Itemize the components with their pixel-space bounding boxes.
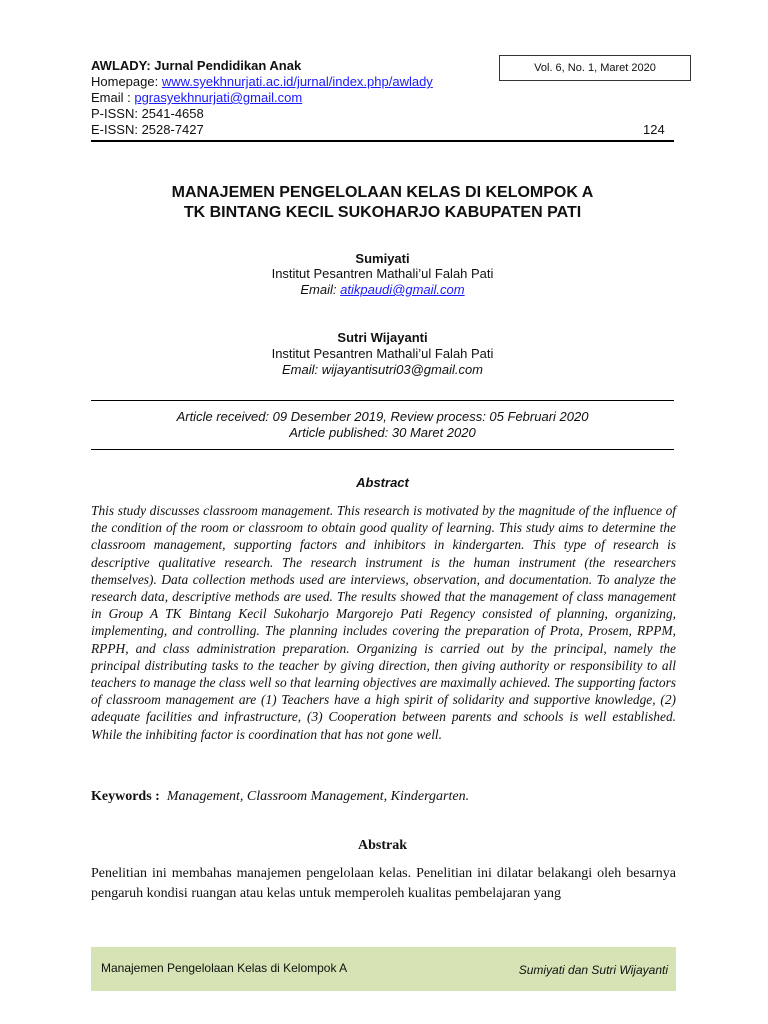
volume-box: Vol. 6, No. 1, Maret 2020 xyxy=(499,55,691,81)
homepage-link[interactable]: www.syekhnurjati.ac.id/jurnal/index.php/awlady xyxy=(161,74,433,89)
eissn: E-ISSN: 2528-7427 xyxy=(91,122,204,137)
keywords-label: Keywords : xyxy=(91,789,160,804)
page-footer xyxy=(91,947,676,991)
author-email-label-1: Email: xyxy=(300,282,341,297)
author-email-label-2: Email: xyxy=(281,362,322,377)
title-line-1: MANAJEMEN PENGELOLAAN KELAS DI KELOMPOK A xyxy=(171,184,594,201)
email-label: Email : xyxy=(91,90,135,105)
dates-bottom-rule xyxy=(91,449,674,450)
journal-name: AWLADY: Jurnal Pendidikan Anak xyxy=(91,58,302,73)
article-title xyxy=(91,183,674,223)
author-name-1: Sumiyati xyxy=(355,251,410,266)
abstrak-text: Penelitian ini membahas manajemen pengelolaan kelas. Penelitian ini dilatar belakangi oleh besarnya pengaruh kondisi ruangan atau kelas untuk memperoleh kualitas pembelajaran yang xyxy=(91,866,676,901)
dates-top-rule xyxy=(91,400,674,401)
author-name-2: Sutri Wijayanti xyxy=(337,330,428,345)
abstract-heading: Abstract xyxy=(356,475,409,490)
pissn: P-ISSN: 2541-4658 xyxy=(91,106,204,121)
abstrak-heading: Abstrak xyxy=(357,838,407,853)
keywords-line xyxy=(91,789,469,805)
footer-authors: Sumiyati dan Sutri Wijayanti xyxy=(518,963,668,977)
author-affiliation-2: Institut Pesantren Mathali’ul Falah Pati xyxy=(271,346,494,361)
page-number: 124 xyxy=(643,122,665,137)
journal-email-link[interactable]: pgrasyekhnurjati@gmail.com xyxy=(134,90,303,105)
email-line xyxy=(91,90,302,105)
header-rule xyxy=(91,140,674,142)
author-email-line-2 xyxy=(91,362,674,378)
dates-line-1: Article received: 09 Desember 2019, Review process: 05 Februari 2020 xyxy=(176,409,589,424)
author-email-2: wijayantisutri03@gmail.com xyxy=(321,362,484,377)
author-email-line-1 xyxy=(91,282,674,298)
footer-title: Manajemen Pengelolaan Kelas di Kelompok A xyxy=(101,961,348,975)
author-affiliation-1: Institut Pesantren Mathali’ul Falah Pati xyxy=(271,266,494,281)
abstract-text: This study discusses classroom management. This research is motivated by the magnitude of the influence of the condition of the room or classroom to obtain good quality of learning. This study aims to determine the classroom management, supporting factors and inhibitors in kindergarten. This type of research is descriptive qualitative research. The research instrument is the human instrument (the researchers themselves). Data collection methods used are interviews, observation, and documentation. To analyze the research data, descriptive methods are used. The results showed that the management of class management in Group A TK Bintang Kecil Sukoharjo Margorejo Pati Regency consisted of planning, organizing, implementing, and controlling. The planning includes covering the preparation of Prota, Prosem, RPPM, RPPH, and class administration preparation. Organizing is carried out by the principal, namely the principal distributing tasks to the teacher by giving direction, then giving authority or responsibility to all teachers to manage the class well so that learning objectives are maximally achieved. The supporting factors of classroom management are (1) Teachers have a high spirit of solidarity and supportive knowledge, (2) adequate facilities and infrastructure, (3) Cooperation between parents and schools is well established. While the inhibiting factor is coordination that has not gone well. xyxy=(91,503,676,742)
dates-line-2: Article published: 30 Maret 2020 xyxy=(289,425,476,440)
homepage-line xyxy=(91,74,433,89)
author-email-link-1[interactable]: atikpaudi@gmail.com xyxy=(340,282,465,297)
title-line-2: TK BINTANG KECIL SUKOHARJO KABUPATEN PATI xyxy=(183,204,582,221)
homepage-label: Homepage: xyxy=(91,74,162,89)
keywords-value: Management, Classroom Management, Kindergarten. xyxy=(166,789,470,804)
